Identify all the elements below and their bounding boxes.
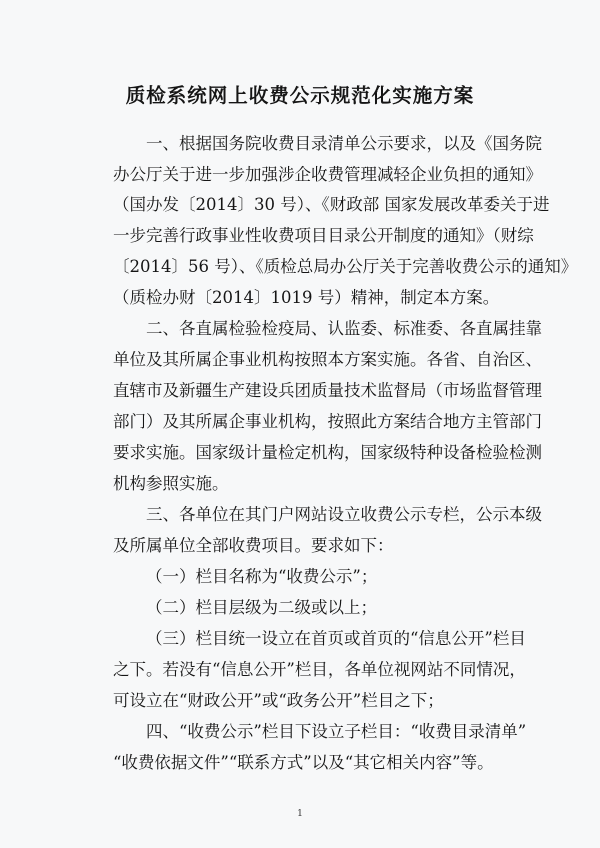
body-line: （三）栏目统一设立在首页或首页的“信息公开”栏目 (146, 629, 526, 648)
body-line: 一步完善行政事业性收费项目目录公开制度的通知》（财综 (113, 226, 534, 245)
body-line: 办公厅关于进一步加强涉企收费管理减轻企业负担的通知》 (113, 165, 542, 184)
body-line: 三、各单位在其门户网站设立收费公示专栏，公示本级 (146, 505, 542, 524)
body-line: （质检办财〔2014〕1019 号）精神，制定本方案。 (113, 288, 500, 307)
body-line: 〔2014〕56 号）、《质检总局办公厅关于完善收费公示的通知》 (113, 257, 578, 276)
document-title: 质检系统网上收费公示规范化实施方案 (125, 84, 475, 107)
body-line: 机构参照实施。 (113, 474, 229, 493)
body-line: 及所属单位全部收费项目。要求如下： (113, 536, 394, 555)
body-line: 四、“收费公示”栏目下设立子栏目：“收费目录清单” (146, 722, 527, 741)
page-number: 1 (297, 809, 303, 819)
body-line: 一、根据国务院收费目录清单公示要求，以及《国务院 (146, 134, 542, 153)
body-line: “收费依据文件”“联系方式”以及“其它相关内容”等。 (113, 753, 494, 772)
body-line: 要求实施。国家级计量检定机构，国家级特种设备检验检测 (113, 443, 542, 462)
body-line: （二）栏目层级为二级或以上； (146, 598, 377, 617)
body-line: 部门）及其所属企事业机构，按照此方案结合地方主管部门 (113, 412, 542, 431)
body-line: （一）栏目名称为“收费公示”； (146, 567, 378, 586)
body-line: 之下。若没有“信息公开”栏目，各单位视网站不同情况， (113, 660, 526, 679)
body-line: （国办发〔2014〕30 号）、《财政部 国家发展改革委关于进 (113, 195, 550, 214)
body-line: 二、各直属检验检疫局、认监委、标准委、各直属挂靠 (146, 319, 542, 338)
body-line: 单位及其所属企事业机构按照本方案实施。各省、自治区、 (113, 350, 542, 369)
body-line: 可设立在“财政公开”或“政务公开”栏目之下； (113, 691, 444, 710)
body-line: 直辖市及新疆生产建设兵团质量技术监督局（市场监督管理 (113, 381, 542, 400)
